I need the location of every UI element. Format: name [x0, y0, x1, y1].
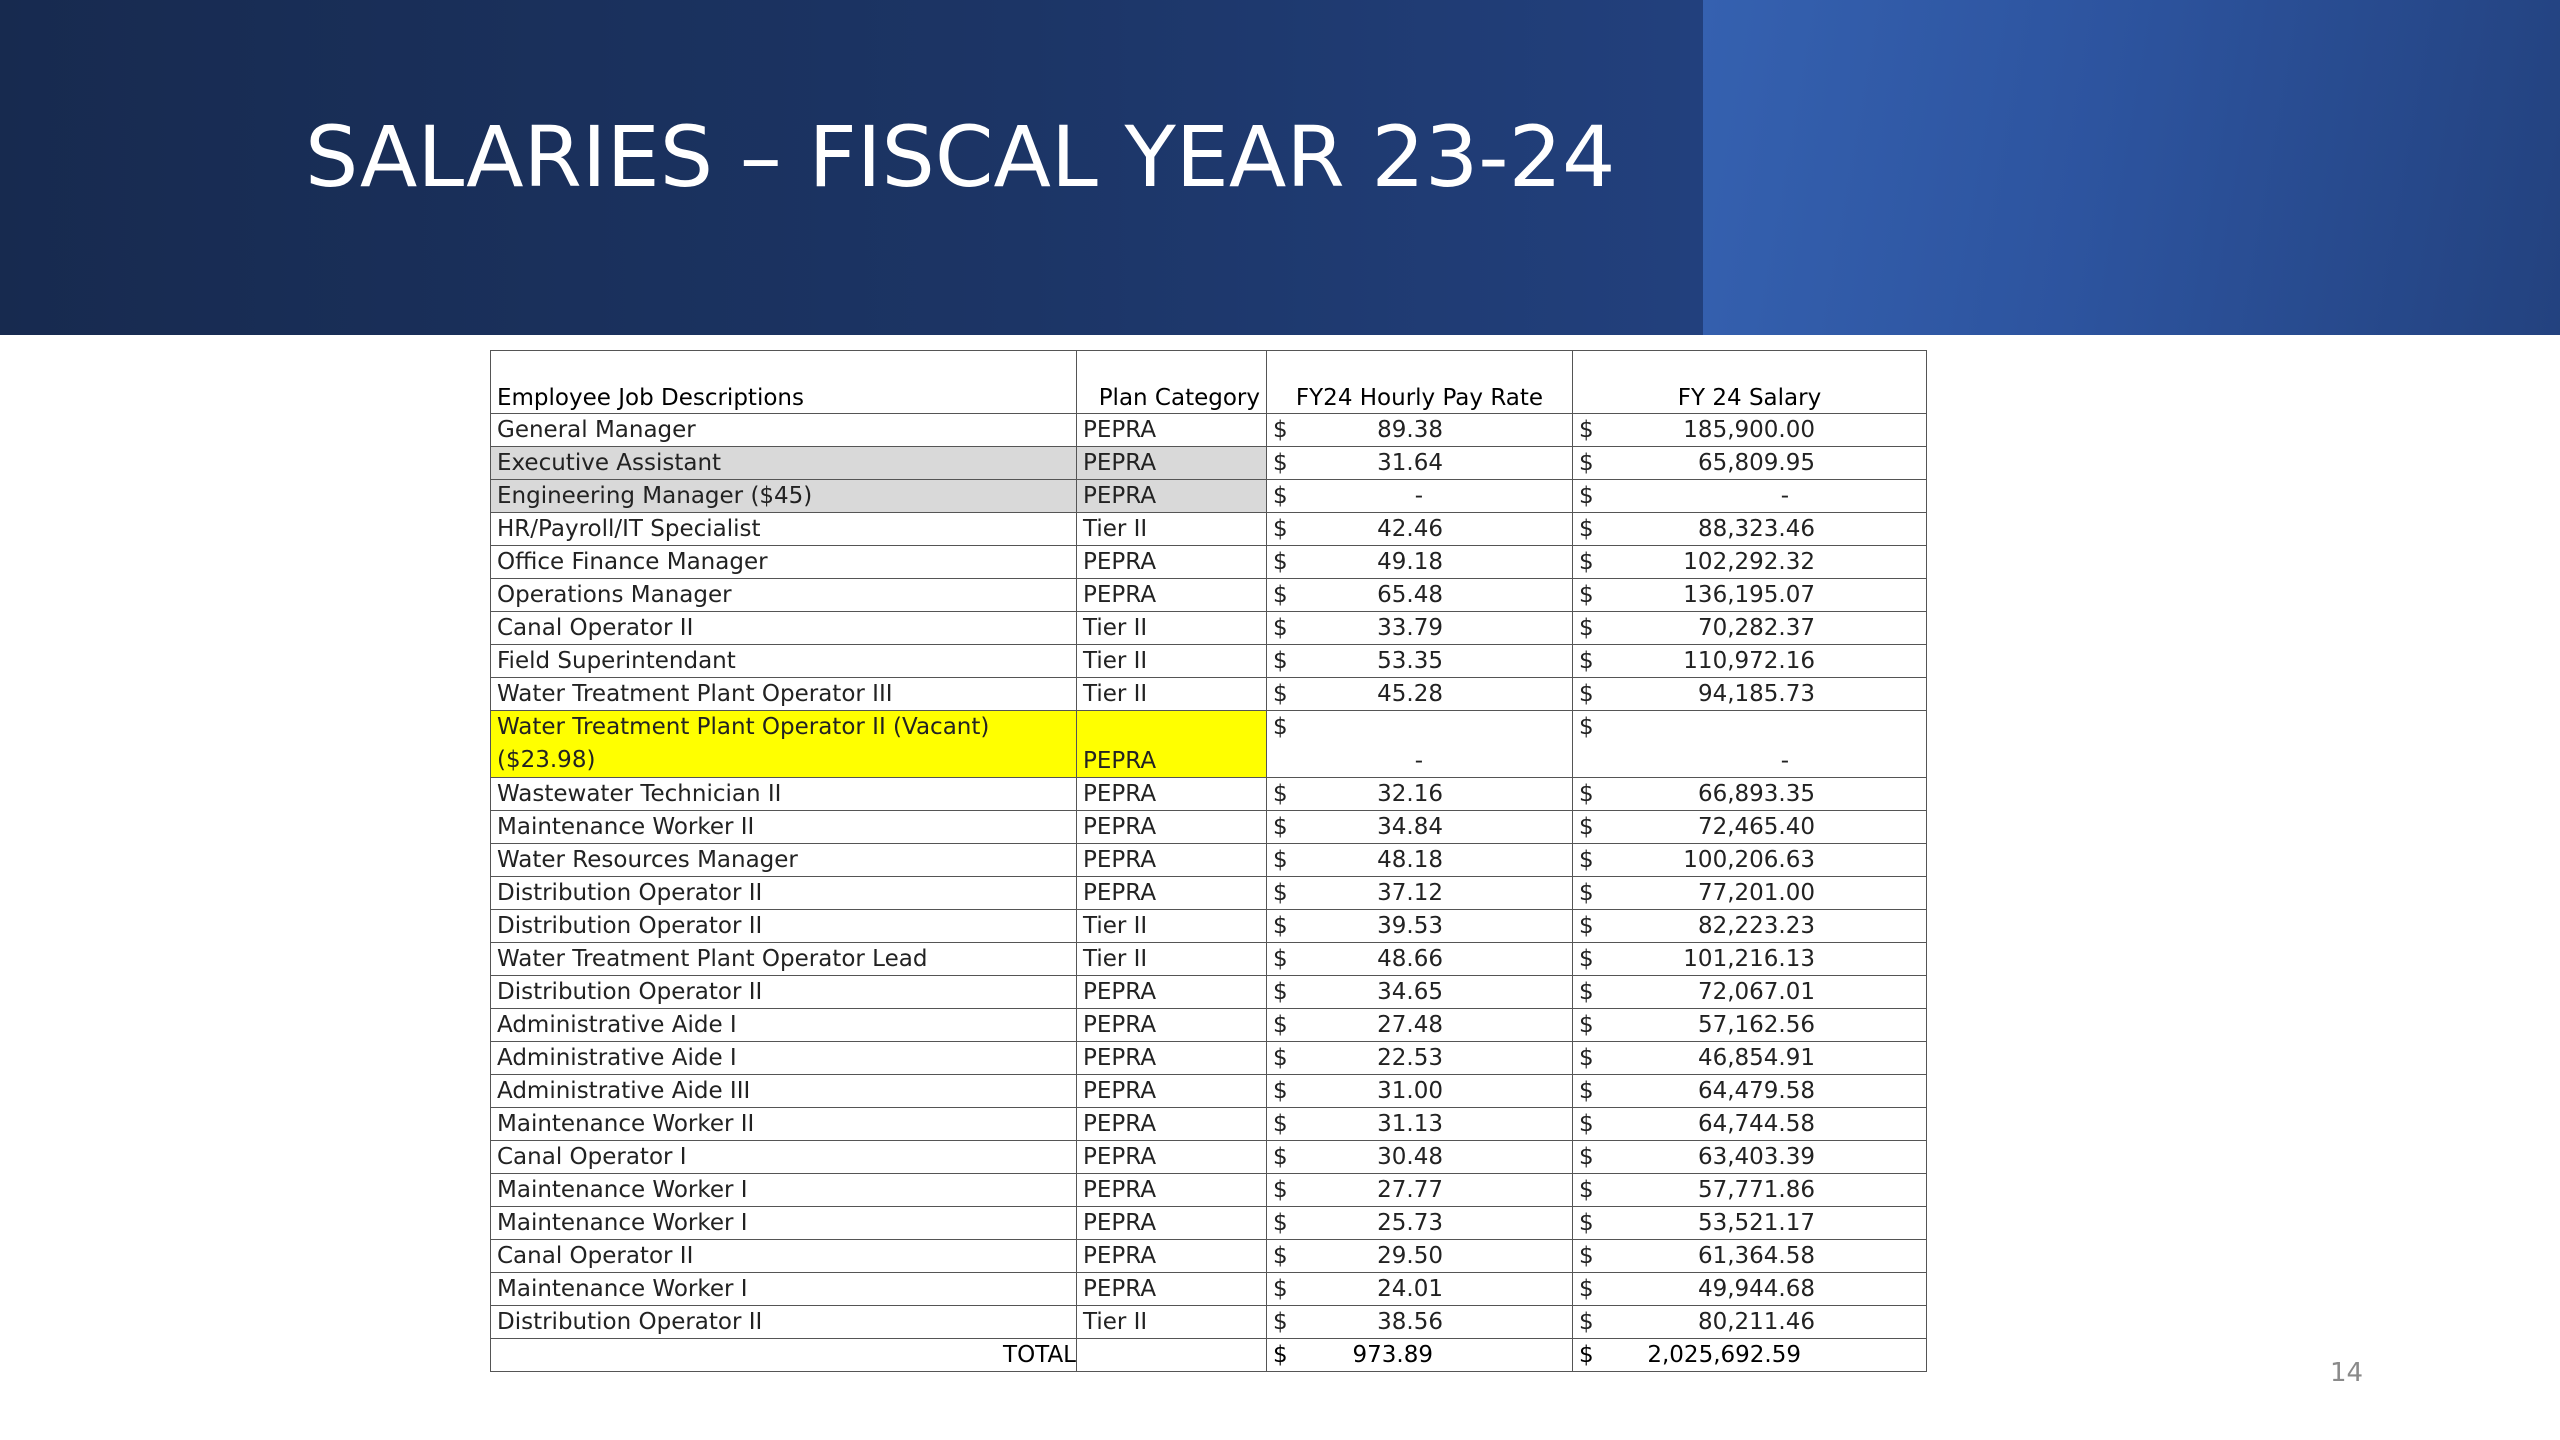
cell-plan-category: Tier II: [1077, 1306, 1267, 1339]
table-row: [491, 579, 1927, 612]
salary-value: 66,893.35: [1697, 781, 1815, 807]
currency-symbol: $: [1579, 714, 1594, 740]
cell-total-salary: [1573, 1339, 1927, 1372]
currency-symbol: $: [1273, 1276, 1288, 1302]
currency-symbol: $: [1579, 979, 1594, 1005]
currency-symbol: $: [1273, 1012, 1288, 1038]
table-body: [491, 414, 1927, 1372]
cell-plan-category: PEPRA: [1077, 711, 1267, 778]
hourly-rate-value: 31.00: [1377, 1078, 1443, 1104]
currency-symbol: $: [1579, 1078, 1594, 1104]
hourly-rate-value: 45.28: [1377, 681, 1443, 707]
cell-job-description: Distribution Operator II: [491, 877, 1077, 910]
cell-hourly-rate: [1267, 1207, 1573, 1240]
slide-header-band: [0, 0, 2560, 335]
currency-symbol: $: [1579, 450, 1594, 476]
cell-plan-category: Tier II: [1077, 513, 1267, 546]
cell-job-description: Engineering Manager ($45): [491, 480, 1077, 513]
currency-symbol: $: [1579, 1243, 1594, 1269]
currency-symbol: $: [1273, 1177, 1288, 1203]
cell-hourly-rate: [1267, 1042, 1573, 1075]
salary-value: 136,195.07: [1683, 582, 1815, 608]
cell-hourly-rate: [1267, 778, 1573, 811]
cell-plan-category: PEPRA: [1077, 1240, 1267, 1273]
cell-salary: [1573, 1240, 1927, 1273]
currency-symbol: $: [1273, 549, 1288, 575]
table-row: [491, 480, 1927, 513]
cell-hourly-rate: [1267, 1009, 1573, 1042]
hourly-rate-value: 22.53: [1377, 1045, 1443, 1071]
currency-symbol: $: [1273, 582, 1288, 608]
currency-symbol: $: [1579, 483, 1594, 509]
table-row: [491, 1273, 1927, 1306]
cell-job-description: Water Resources Manager: [491, 844, 1077, 877]
hourly-rate-value: 34.84: [1377, 814, 1443, 840]
page-number: 14: [2330, 1358, 2364, 1388]
cell-hourly-rate: [1267, 1174, 1573, 1207]
cell-plan-category: PEPRA: [1077, 778, 1267, 811]
cell-salary: [1573, 1141, 1927, 1174]
hourly-rate-value: 42.46: [1377, 516, 1443, 542]
currency-symbol: $: [1273, 648, 1288, 674]
table-row: [491, 1075, 1927, 1108]
salary-value: 63,403.39: [1697, 1144, 1815, 1170]
cell-hourly-rate: [1267, 480, 1573, 513]
table-row: [491, 1174, 1927, 1207]
hourly-rate-value: 37.12: [1377, 880, 1443, 906]
salary-table: [490, 350, 1927, 1372]
cell-job-description: Distribution Operator II: [491, 910, 1077, 943]
column-header-job-description: Employee Job Descriptions: [491, 351, 1077, 414]
cell-hourly-rate: [1267, 1141, 1573, 1174]
table-row: [491, 811, 1927, 844]
currency-symbol: $: [1579, 549, 1594, 575]
salary-table-container: [490, 350, 1926, 1372]
total-salary-value: 2,025,692.59: [1647, 1342, 1801, 1368]
salary-value: 110,972.16: [1683, 648, 1815, 674]
cell-hourly-rate: [1267, 1108, 1573, 1141]
salary-value: 185,900.00: [1683, 417, 1815, 443]
currency-symbol: $: [1579, 1276, 1594, 1302]
cell-job-description: Administrative Aide I: [491, 1009, 1077, 1042]
slide-title: SALARIES – FISCAL YEAR 23-24: [305, 108, 1616, 206]
cell-hourly-rate: [1267, 943, 1573, 976]
cell-plan-category: PEPRA: [1077, 1273, 1267, 1306]
cell-job-description: Maintenance Worker I: [491, 1273, 1077, 1306]
cell-salary: [1573, 579, 1927, 612]
table-row: [491, 1009, 1927, 1042]
currency-symbol: $: [1579, 847, 1594, 873]
cell-salary: [1573, 811, 1927, 844]
cell-job-description: Operations Manager: [491, 579, 1077, 612]
currency-symbol: $: [1273, 880, 1288, 906]
currency-symbol: $: [1273, 913, 1288, 939]
salary-value: 61,364.58: [1697, 1243, 1815, 1269]
hourly-rate-value: 33.79: [1377, 615, 1443, 641]
cell-hourly-rate: [1267, 447, 1573, 480]
hourly-rate-value: 34.65: [1377, 979, 1443, 1005]
cell-salary: [1573, 910, 1927, 943]
currency-symbol: $: [1579, 1111, 1594, 1137]
cell-plan-category: PEPRA: [1077, 877, 1267, 910]
salary-value: 49,944.68: [1697, 1276, 1815, 1302]
hourly-rate-value: 49.18: [1377, 549, 1443, 575]
currency-symbol: $: [1579, 582, 1594, 608]
cell-salary: [1573, 844, 1927, 877]
cell-salary: [1573, 1108, 1927, 1141]
cell-plan-category: Tier II: [1077, 645, 1267, 678]
table-row: [491, 943, 1927, 976]
currency-symbol: $: [1273, 714, 1288, 740]
currency-symbol: $: [1273, 1144, 1288, 1170]
cell-salary: [1573, 1042, 1927, 1075]
currency-symbol: $: [1579, 615, 1594, 641]
table-row: [491, 414, 1927, 447]
cell-hourly-rate: [1267, 645, 1573, 678]
column-header-salary: FY 24 Salary: [1573, 351, 1927, 414]
table-header-row: [491, 351, 1927, 414]
salary-value: 72,465.40: [1697, 814, 1815, 840]
table-row: [491, 910, 1927, 943]
cell-plan-category: Tier II: [1077, 678, 1267, 711]
hourly-rate-value: -: [1414, 748, 1423, 774]
hourly-rate-value: 29.50: [1377, 1243, 1443, 1269]
cell-salary: [1573, 678, 1927, 711]
currency-symbol: $: [1273, 946, 1288, 972]
cell-job-description: Distribution Operator II: [491, 1306, 1077, 1339]
salary-value: 57,771.86: [1697, 1177, 1815, 1203]
cell-salary: [1573, 1273, 1927, 1306]
cell-plan-category: PEPRA: [1077, 414, 1267, 447]
cell-hourly-rate: [1267, 513, 1573, 546]
cell-salary: [1573, 1075, 1927, 1108]
cell-plan-category: PEPRA: [1077, 1075, 1267, 1108]
cell-job-description: Canal Operator I: [491, 1141, 1077, 1174]
currency-symbol: $: [1273, 516, 1288, 542]
table-row: [491, 1207, 1927, 1240]
cell-job-description: Field Superintendant: [491, 645, 1077, 678]
cell-hourly-rate: [1267, 711, 1573, 778]
table-row: [491, 976, 1927, 1009]
salary-value: 94,185.73: [1697, 681, 1815, 707]
cell-job-description: Administrative Aide I: [491, 1042, 1077, 1075]
cell-plan-category: PEPRA: [1077, 844, 1267, 877]
cell-total-hourly-rate: [1267, 1339, 1573, 1372]
cell-plan-category: PEPRA: [1077, 480, 1267, 513]
cell-job-description: Distribution Operator II: [491, 976, 1077, 1009]
cell-plan-category: PEPRA: [1077, 1009, 1267, 1042]
cell-salary: [1573, 1174, 1927, 1207]
hourly-rate-value: 32.16: [1377, 781, 1443, 807]
currency-symbol: $: [1273, 847, 1288, 873]
currency-symbol: $: [1273, 979, 1288, 1005]
currency-symbol: $: [1579, 1309, 1594, 1335]
cell-hourly-rate: [1267, 678, 1573, 711]
table-row: [491, 1240, 1927, 1273]
hourly-rate-value: -: [1414, 483, 1423, 509]
cell-plan-category: PEPRA: [1077, 1174, 1267, 1207]
salary-value: 64,744.58: [1697, 1111, 1815, 1137]
cell-hourly-rate: [1267, 877, 1573, 910]
table-row: [491, 711, 1927, 778]
cell-job-description: Canal Operator II: [491, 1240, 1077, 1273]
cell-hourly-rate: [1267, 414, 1573, 447]
cell-hourly-rate: [1267, 1240, 1573, 1273]
cell-hourly-rate: [1267, 546, 1573, 579]
salary-value: 57,162.56: [1697, 1012, 1815, 1038]
table-row: [491, 1042, 1927, 1075]
cell-salary: [1573, 976, 1927, 1009]
cell-job-description: General Manager: [491, 414, 1077, 447]
job-description-line: ($23.98): [497, 747, 596, 773]
cell-salary: [1573, 612, 1927, 645]
table-total-row: [491, 1339, 1927, 1372]
currency-symbol: $: [1579, 417, 1594, 443]
cell-salary: [1573, 1306, 1927, 1339]
table-row: [491, 513, 1927, 546]
cell-job-description: Office Finance Manager: [491, 546, 1077, 579]
currency-symbol: $: [1273, 615, 1288, 641]
cell-salary: [1573, 447, 1927, 480]
table-row: [491, 645, 1927, 678]
salary-value: 101,216.13: [1683, 946, 1815, 972]
currency-symbol: $: [1273, 1045, 1288, 1071]
cell-plan-category: PEPRA: [1077, 811, 1267, 844]
hourly-rate-value: 24.01: [1377, 1276, 1443, 1302]
cell-plan-category: PEPRA: [1077, 976, 1267, 1009]
currency-symbol: $: [1579, 516, 1594, 542]
cell-salary: [1573, 1207, 1927, 1240]
cell-plan-category: PEPRA: [1077, 1207, 1267, 1240]
column-header-plan-category: Plan Category: [1077, 351, 1267, 414]
table-row: [491, 1108, 1927, 1141]
currency-symbol: $: [1579, 814, 1594, 840]
cell-empty: [1077, 1339, 1267, 1372]
cell-plan-category: Tier II: [1077, 910, 1267, 943]
column-header-hourly-rate: FY24 Hourly Pay Rate: [1267, 351, 1573, 414]
salary-value: 64,479.58: [1697, 1078, 1815, 1104]
salary-value: 100,206.63: [1683, 847, 1815, 873]
currency-symbol: $: [1579, 913, 1594, 939]
currency-symbol: $: [1579, 1012, 1594, 1038]
cell-job-description: Administrative Aide III: [491, 1075, 1077, 1108]
header-accent-panel: [1703, 0, 2560, 335]
cell-hourly-rate: [1267, 579, 1573, 612]
table-row: [491, 546, 1927, 579]
currency-symbol: $: [1579, 1342, 1594, 1368]
currency-symbol: $: [1273, 781, 1288, 807]
cell-job-description: Maintenance Worker II: [491, 811, 1077, 844]
currency-symbol: $: [1579, 880, 1594, 906]
currency-symbol: $: [1579, 1045, 1594, 1071]
hourly-rate-value: 48.66: [1377, 946, 1443, 972]
hourly-rate-value: 53.35: [1377, 648, 1443, 674]
salary-value: 77,201.00: [1697, 880, 1815, 906]
hourly-rate-value: 38.56: [1377, 1309, 1443, 1335]
currency-symbol: $: [1273, 1309, 1288, 1335]
total-label: TOTAL: [491, 1339, 1077, 1372]
cell-salary: [1573, 943, 1927, 976]
cell-job-description: Maintenance Worker II: [491, 1108, 1077, 1141]
cell-job-description: Wastewater Technician II: [491, 778, 1077, 811]
cell-hourly-rate: [1267, 910, 1573, 943]
currency-symbol: $: [1579, 1177, 1594, 1203]
currency-symbol: $: [1273, 1243, 1288, 1269]
cell-job-description: Water Treatment Plant Operator Lead: [491, 943, 1077, 976]
cell-job-description: Executive Assistant: [491, 447, 1077, 480]
cell-salary: [1573, 546, 1927, 579]
cell-hourly-rate: [1267, 844, 1573, 877]
cell-hourly-rate: [1267, 1306, 1573, 1339]
salary-value: 70,282.37: [1697, 615, 1815, 641]
cell-plan-category: Tier II: [1077, 612, 1267, 645]
cell-hourly-rate: [1267, 1273, 1573, 1306]
currency-symbol: $: [1579, 681, 1594, 707]
table-row: [491, 1141, 1927, 1174]
table-row: [491, 678, 1927, 711]
cell-plan-category: PEPRA: [1077, 447, 1267, 480]
salary-value: 46,854.91: [1697, 1045, 1815, 1071]
cell-job-description: [491, 711, 1077, 778]
salary-value: 72,067.01: [1697, 979, 1815, 1005]
cell-plan-category: PEPRA: [1077, 546, 1267, 579]
hourly-rate-value: 25.73: [1377, 1210, 1443, 1236]
cell-salary: [1573, 711, 1927, 778]
salary-value: 102,292.32: [1683, 549, 1815, 575]
cell-hourly-rate: [1267, 976, 1573, 1009]
table-row: [491, 447, 1927, 480]
salary-value: 53,521.17: [1697, 1210, 1815, 1236]
cell-job-description: Maintenance Worker I: [491, 1174, 1077, 1207]
currency-symbol: $: [1273, 417, 1288, 443]
salary-value: 65,809.95: [1697, 450, 1815, 476]
cell-hourly-rate: [1267, 811, 1573, 844]
hourly-rate-value: 39.53: [1377, 913, 1443, 939]
currency-symbol: $: [1579, 781, 1594, 807]
currency-symbol: $: [1579, 648, 1594, 674]
cell-job-description: Canal Operator II: [491, 612, 1077, 645]
cell-plan-category: PEPRA: [1077, 1042, 1267, 1075]
currency-symbol: $: [1273, 1342, 1288, 1368]
table-row: [491, 778, 1927, 811]
cell-salary: [1573, 513, 1927, 546]
job-description-line: Water Treatment Plant Operator II (Vacant): [497, 714, 990, 740]
salary-value: -: [1780, 483, 1789, 509]
cell-salary: [1573, 778, 1927, 811]
salary-value: -: [1780, 748, 1789, 774]
table-row: [491, 1306, 1927, 1339]
hourly-rate-value: 48.18: [1377, 847, 1443, 873]
total-hourly-rate-value: 973.89: [1352, 1342, 1433, 1368]
table-row: [491, 877, 1927, 910]
hourly-rate-value: 89.38: [1377, 417, 1443, 443]
hourly-rate-value: 27.48: [1377, 1012, 1443, 1038]
currency-symbol: $: [1273, 450, 1288, 476]
cell-salary: [1573, 414, 1927, 447]
currency-symbol: $: [1273, 814, 1288, 840]
hourly-rate-value: 31.13: [1377, 1111, 1443, 1137]
hourly-rate-value: 30.48: [1377, 1144, 1443, 1170]
currency-symbol: $: [1579, 1144, 1594, 1170]
cell-job-description: HR/Payroll/IT Specialist: [491, 513, 1077, 546]
salary-value: 88,323.46: [1697, 516, 1815, 542]
table-row: [491, 844, 1927, 877]
cell-plan-category: Tier II: [1077, 943, 1267, 976]
cell-job-description: Maintenance Worker I: [491, 1207, 1077, 1240]
cell-hourly-rate: [1267, 612, 1573, 645]
table-row: [491, 612, 1927, 645]
cell-salary: [1573, 877, 1927, 910]
currency-symbol: $: [1273, 1078, 1288, 1104]
cell-plan-category: PEPRA: [1077, 1108, 1267, 1141]
cell-job-description: Water Treatment Plant Operator III: [491, 678, 1077, 711]
salary-value: 80,211.46: [1697, 1309, 1815, 1335]
cell-salary: [1573, 645, 1927, 678]
cell-plan-category: PEPRA: [1077, 579, 1267, 612]
currency-symbol: $: [1273, 1210, 1288, 1236]
cell-hourly-rate: [1267, 1075, 1573, 1108]
currency-symbol: $: [1273, 483, 1288, 509]
cell-plan-category: PEPRA: [1077, 1141, 1267, 1174]
hourly-rate-value: 65.48: [1377, 582, 1443, 608]
hourly-rate-value: 31.64: [1377, 450, 1443, 476]
cell-salary: [1573, 1009, 1927, 1042]
currency-symbol: $: [1273, 1111, 1288, 1137]
currency-symbol: $: [1579, 946, 1594, 972]
salary-value: 82,223.23: [1697, 913, 1815, 939]
hourly-rate-value: 27.77: [1377, 1177, 1443, 1203]
currency-symbol: $: [1579, 1210, 1594, 1236]
currency-symbol: $: [1273, 681, 1288, 707]
cell-salary: [1573, 480, 1927, 513]
